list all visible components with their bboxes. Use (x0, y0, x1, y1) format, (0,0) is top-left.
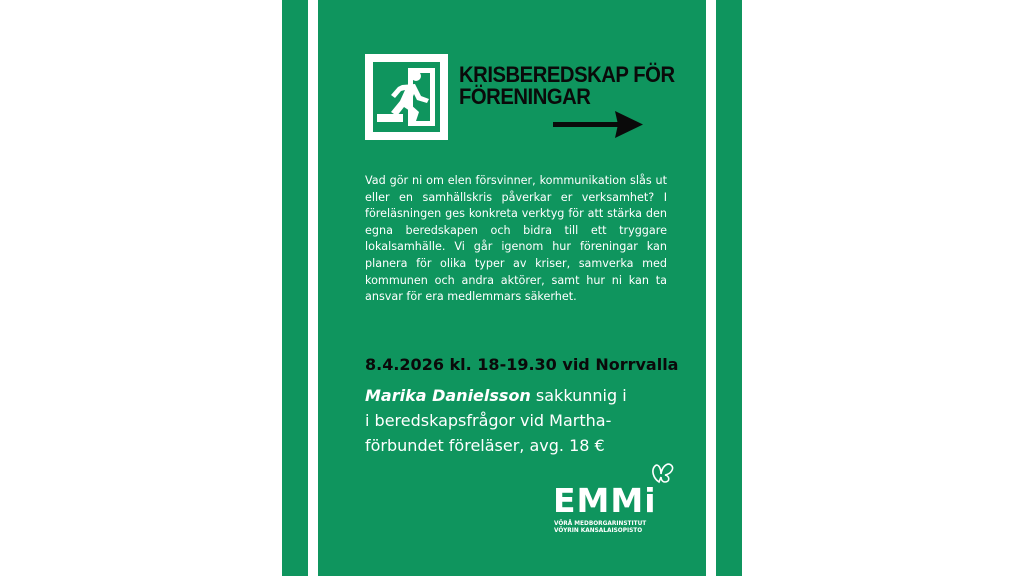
speaker-name: Marika Danielsson (365, 386, 531, 405)
title-line-2: FÖRENINGAR (459, 84, 591, 109)
speaker-role-part-2: i beredskapsfrågor vid Martha- (365, 411, 612, 430)
right-white-stripe (706, 0, 716, 576)
logo-subtitle-finnish: VÖYRIN KANSALAISOPISTO (554, 528, 643, 534)
arrow-right-icon (553, 108, 645, 146)
logo-subtitle-swedish: VÖRÅ MEDBORGARINSTITUT (554, 521, 647, 527)
event-date-time-place: 8.4.2026 kl. 18-19.30 vid Norrvalla (365, 355, 679, 374)
emmi-logo (553, 462, 678, 542)
emergency-exit-icon (365, 54, 448, 140)
speaker-role-part-1: sakkunnig i (530, 386, 627, 405)
title-line-1: KRISBEREDSKAP FÖR (459, 62, 675, 87)
left-white-stripe (308, 0, 318, 576)
description-paragraph: Vad gör ni om elen försvinner, kommunikation slås ut eller en samhällskris påverkar er verksamhet? I föreläsningen ges konkreta verktyg för att stärka den egna beredskapen och bidra till ett tryggare lokalsamhälle. Vi går igenom hur föreningar kan planera för olika typer av kriser, samverka med kommunen och andra aktörer, samt hur ni kan ta ansvar för era medlemmars säkerhet. (365, 174, 667, 304)
speaker-role-part-3: förbundet föreläser, avg. 18 € (365, 436, 605, 455)
speaker-info (365, 383, 665, 458)
poster-title (459, 64, 680, 108)
logo-wordmark: EMMi (553, 481, 657, 520)
